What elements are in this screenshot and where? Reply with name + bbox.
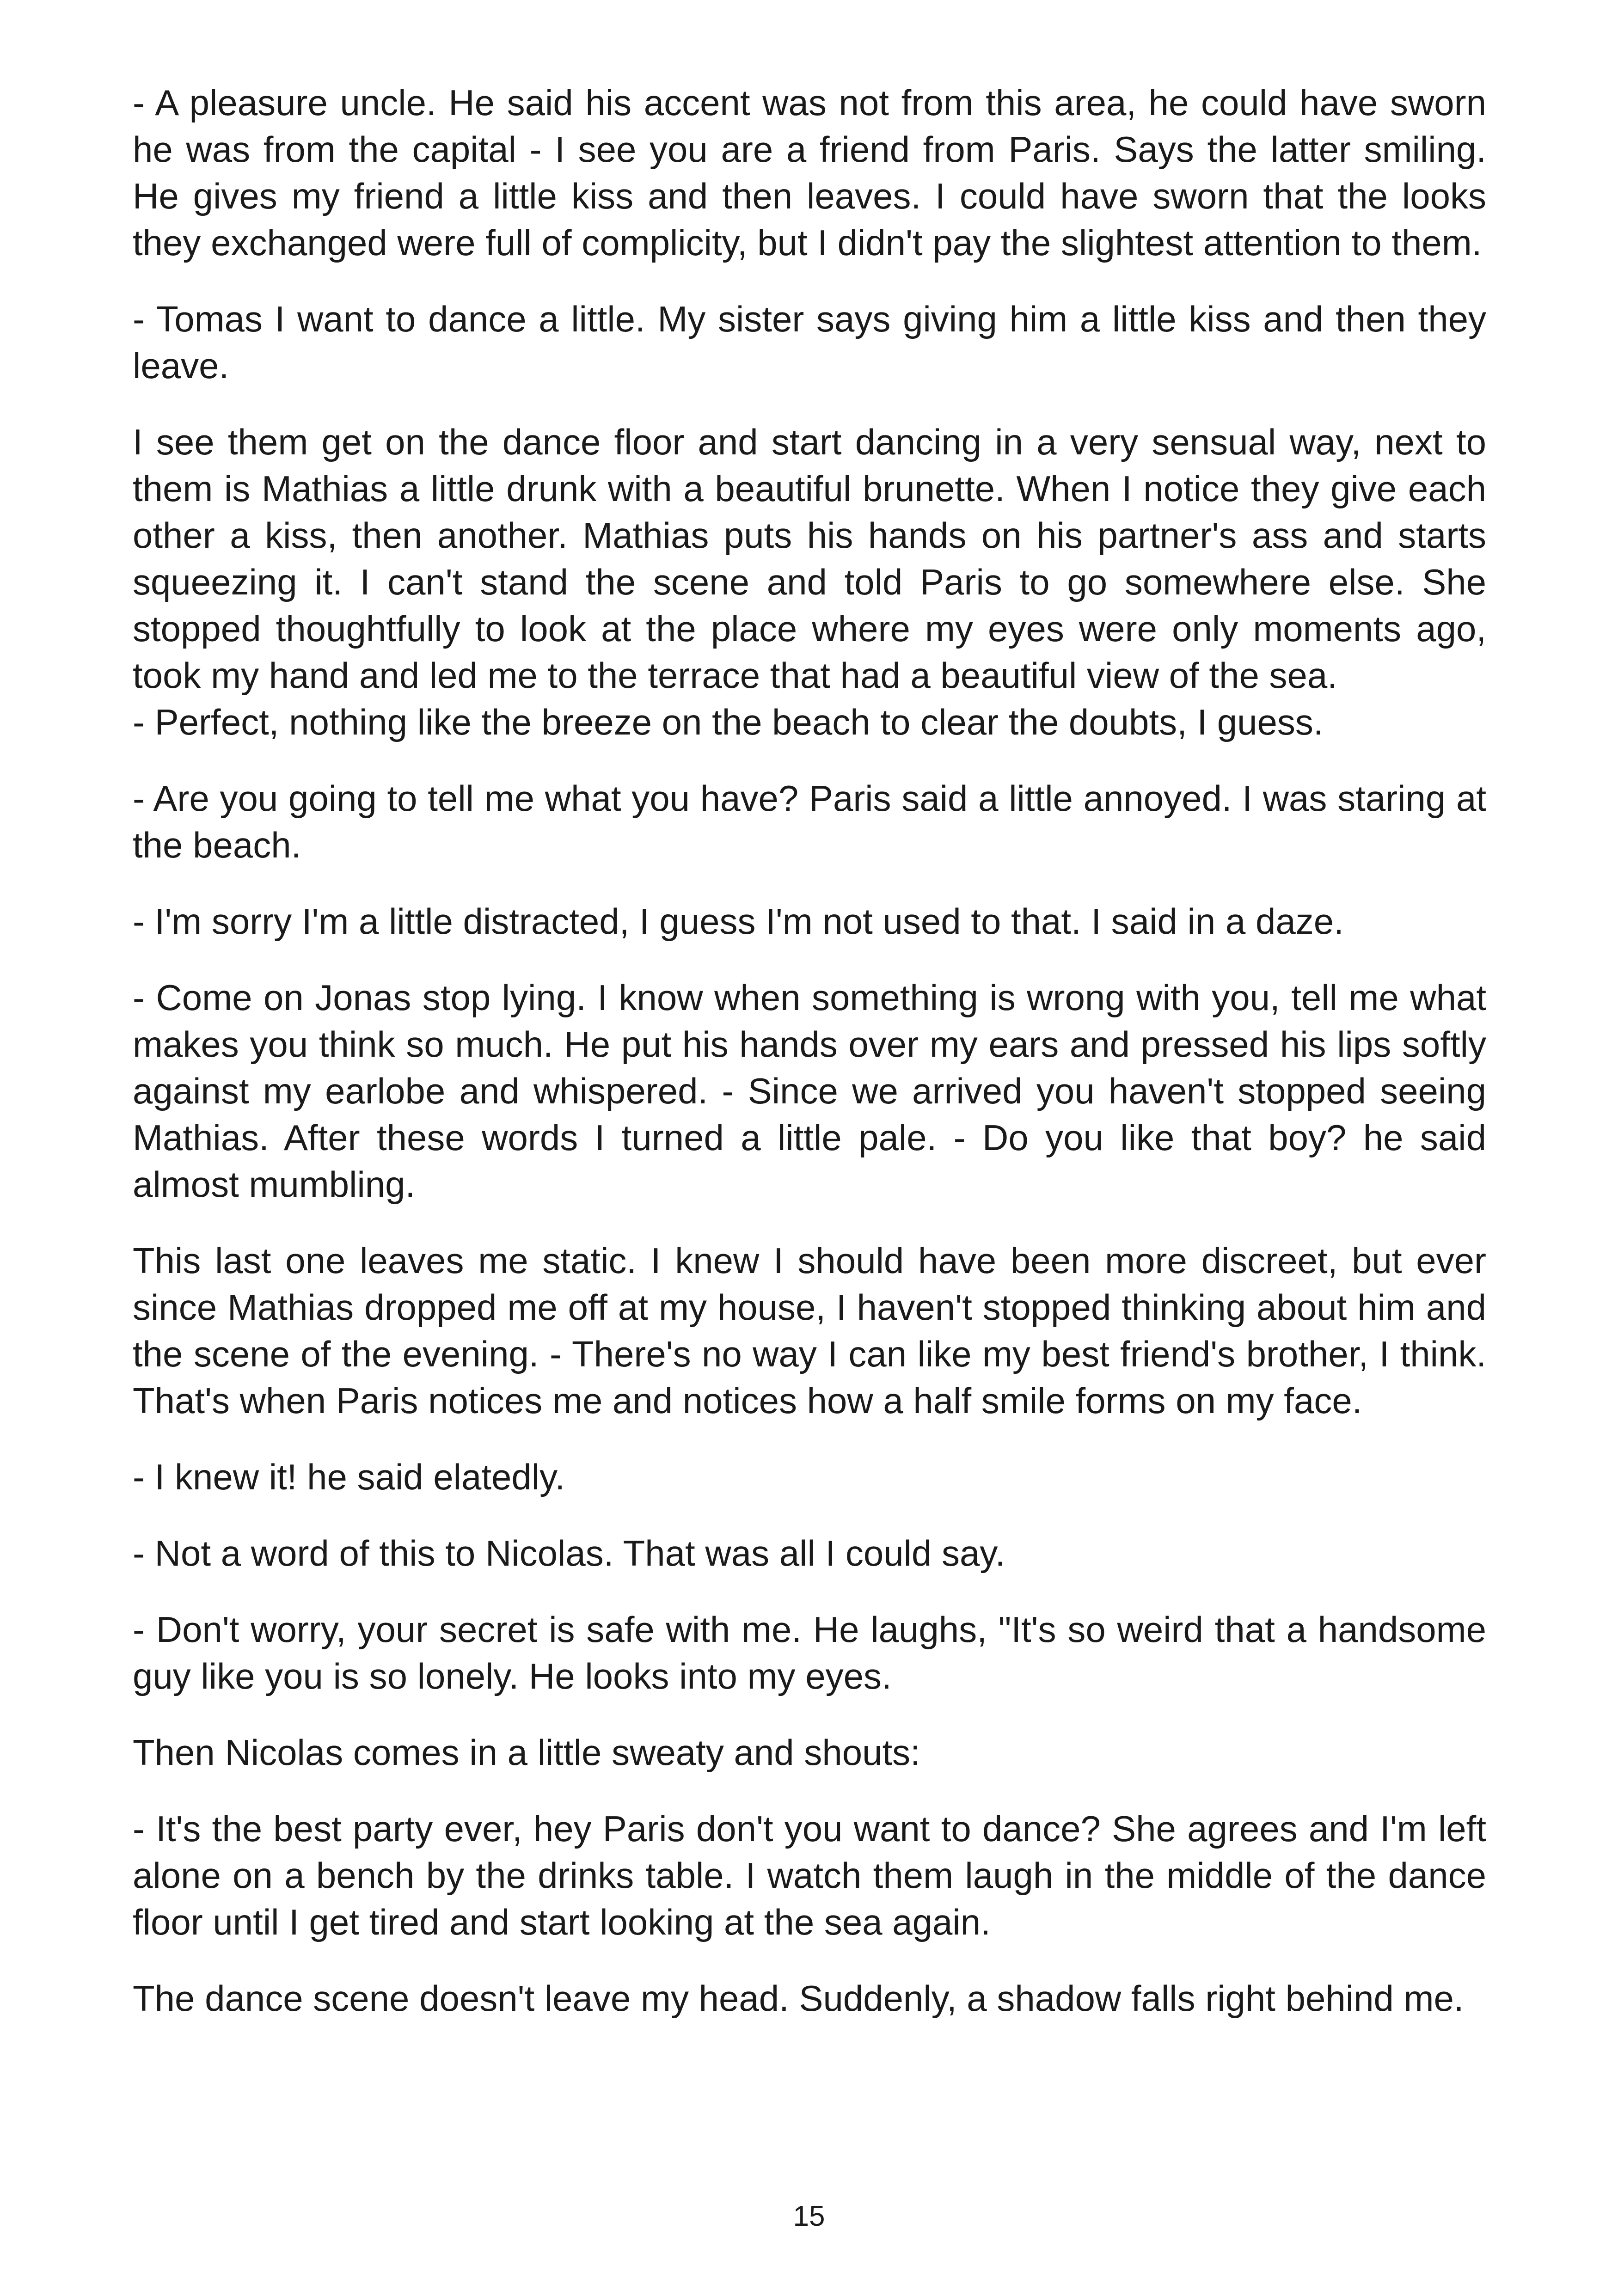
paragraph-10: - Not a word of this to Nicolas. That was all I could say. — [133, 1533, 1005, 1574]
paragraph-14: The dance scene doesn't leave my head. Suddenly, a shadow falls right behind me. — [133, 1978, 1464, 2019]
paragraph-9: - I knew it! he said elatedly. — [133, 1457, 565, 1497]
paragraph-5: - Are you going to tell me what you have? Paris said a little annoyed. I was staring at the beach. — [133, 778, 1486, 865]
page-number: 15 — [793, 2200, 825, 2232]
paragraph-6: - I'm sorry I'm a little distracted, I guess I'm not used to that. I said in a daze. — [133, 901, 1344, 942]
body-text — [133, 80, 1486, 2051]
paragraph-12: Then Nicolas comes in a little sweaty and shouts: — [133, 1732, 920, 1773]
paragraph-4: - Perfect, nothing like the breeze on the beach to clear the doubts, I guess. — [133, 702, 1324, 742]
paragraph-8: This last one leaves me static. I knew I should have been more discreet, but ever since Mathias dropped me off at my house, I haven't stopped thinking about him and the scene of the evening. - There's no way I can like my best friend's brother, I think. That's when Paris notices me and notices how a half smile forms on my face. — [133, 1240, 1486, 1421]
paragraph-7: - Come on Jonas stop lying. I know when something is wrong with you, tell me what makes you think so much. He put his hands over my ears and pressed his lips softly against my earlobe and whispered. - Since we arrived you haven't stopped seeing Mathias. After these words I turned a little pale. - Do you like that boy? he said almost mumbling. — [133, 977, 1486, 1205]
paragraph-11: - Don't worry, your secret is safe with me. He laughs, "It's so weird that a handsome guy like you is so lonely. He looks into my eyes. — [133, 1609, 1486, 1696]
paragraph-2: - Tomas I want to dance a little. My sister says giving him a little kiss and then they leave. — [133, 299, 1486, 386]
paragraph-3: I see them get on the dance floor and start dancing in a very sensual way, next to them is Mathias a little drunk with a beautiful brunette. When I notice they give each other a kiss, then another. Mathias puts his hands on his partner's ass and starts squeezing it. I can't stand the scene and told Paris to go somewhere else. She stopped thoughtfully to look at the place where my eyes were only moments ago, took my hand and led me to the terrace that had a beautiful view of the sea. — [133, 422, 1486, 696]
paragraph-13: - It's the best party ever, hey Paris don't you want to dance? She agrees and I'm left alone on a bench by the drinks table. I watch them laugh in the middle of the dance floor until I get tired and start looking at the sea again. — [133, 1808, 1486, 1942]
paragraph-1: - A pleasure uncle. He said his accent was not from this area, he could have sworn he was from the capital - I see you are a friend from Paris. Says the latter smiling. He gives my friend a little kiss and then leaves. I could have sworn that the looks they exchanged were full of complicity, but I didn't pay the slightest attention to them. — [133, 82, 1486, 263]
